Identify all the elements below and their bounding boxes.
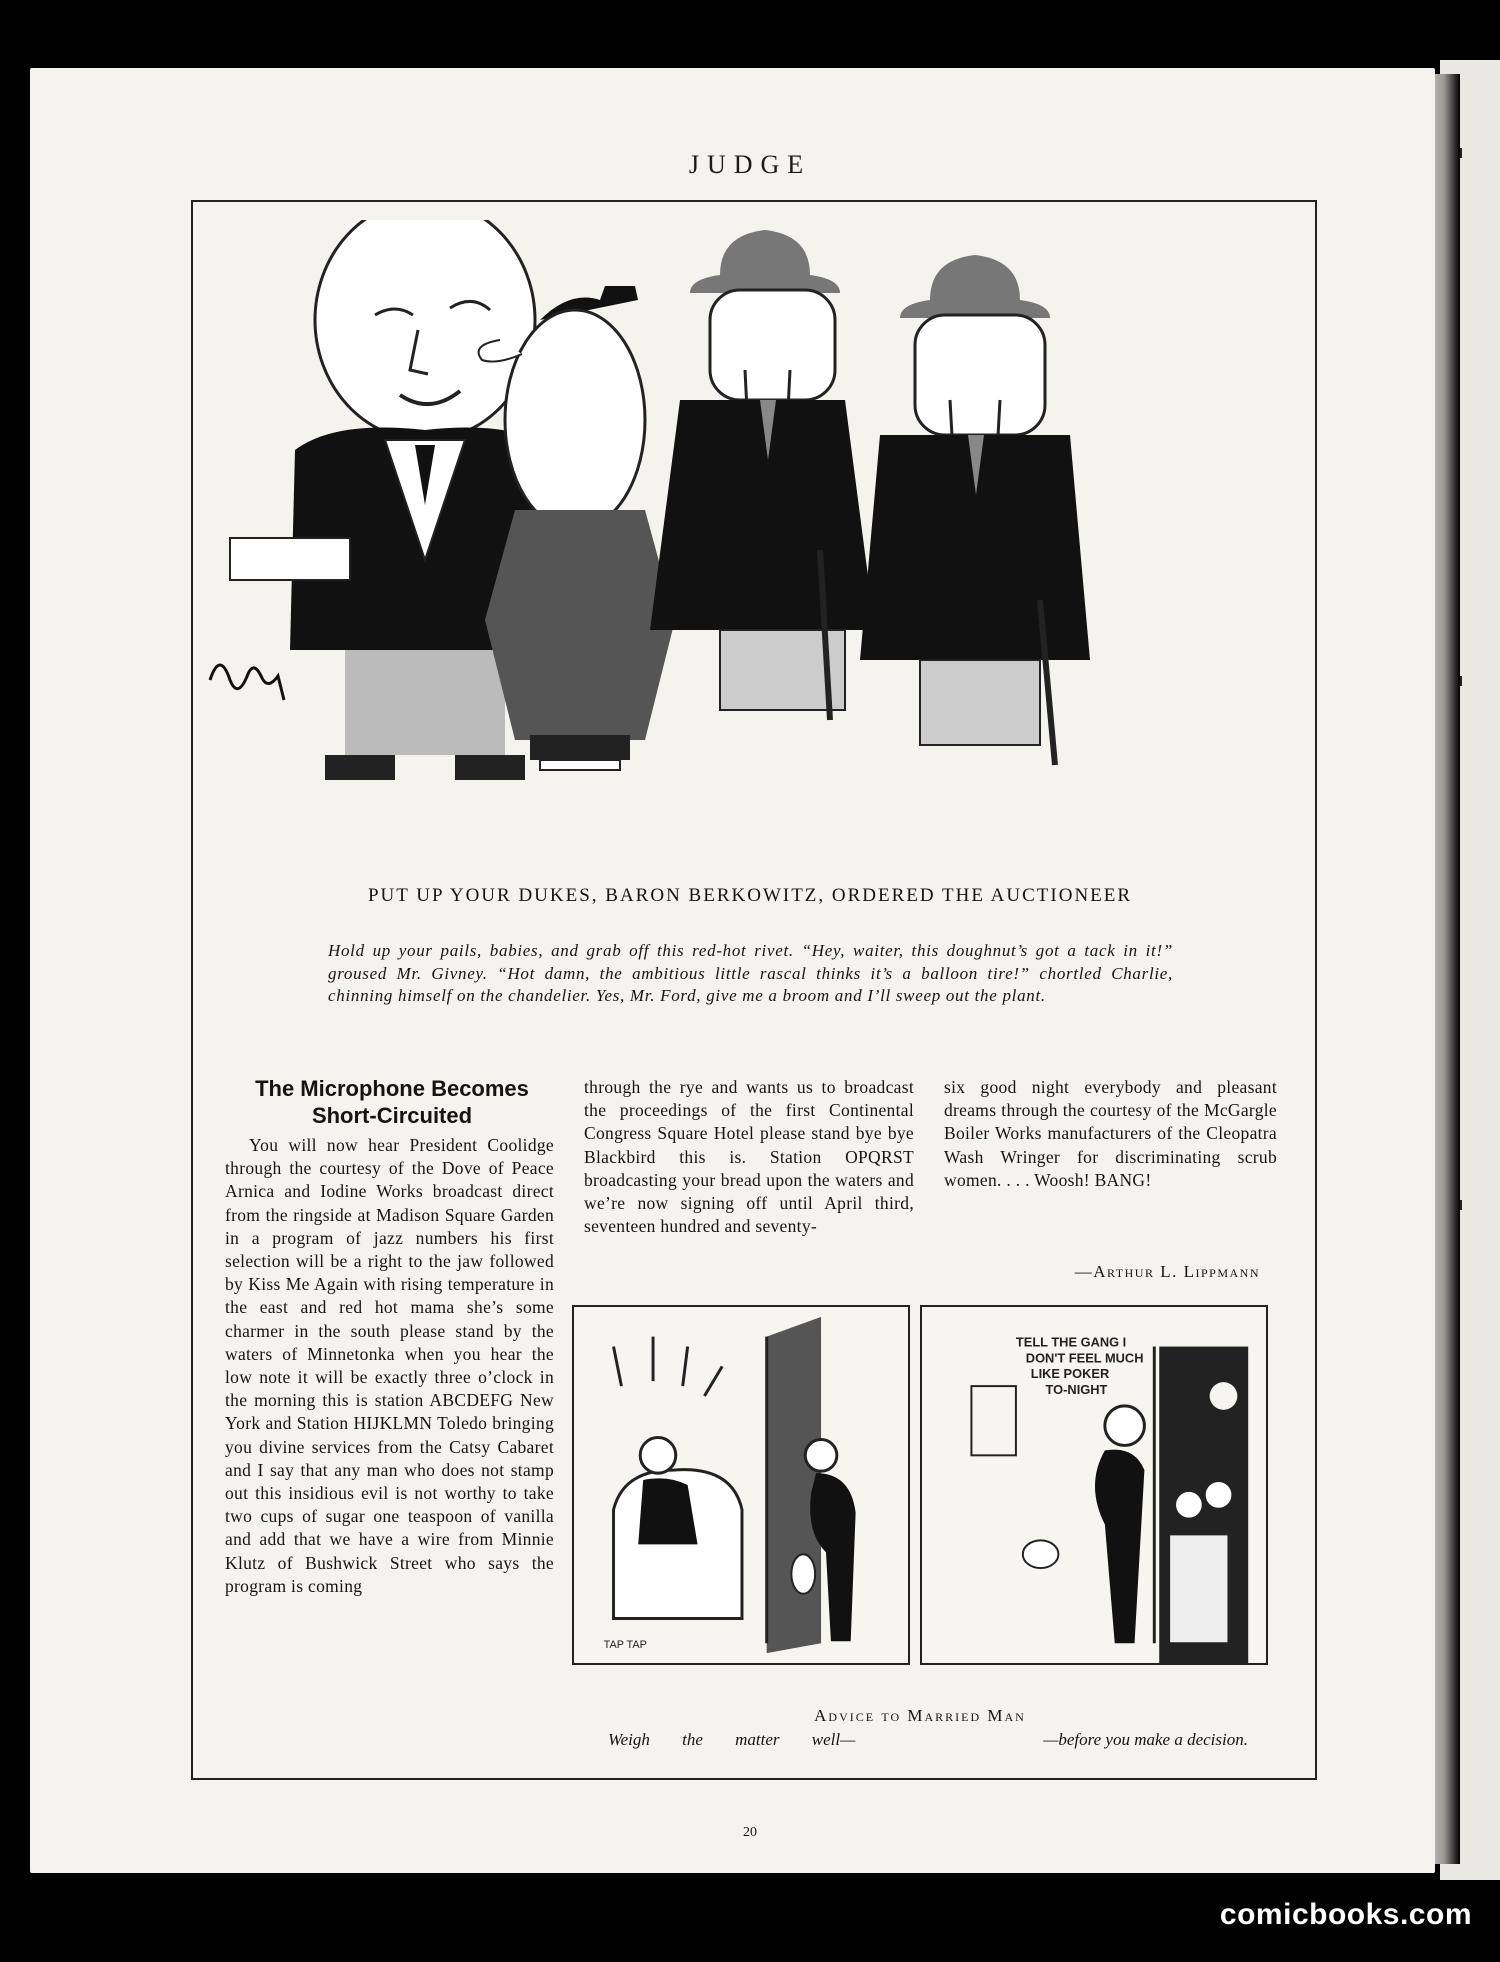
- article-column-2: through the rye and wants us to broadcast the proceedings of the first Continental Congress Square Hotel please stand bye bye Blackbird this is. Station OPQRST broadcasting your bread upon the waters and we’re now signing off until April third, seventeen hundred and seventy-: [584, 1077, 914, 1237]
- article-byline: —Arthur L. Lippmann: [1074, 1262, 1260, 1281]
- comic-panel-2: [920, 1305, 1268, 1665]
- comic-caption-right: —before you make a decision.: [1043, 1730, 1248, 1749]
- comic-caption-left: Weigh the matter well—: [608, 1730, 856, 1749]
- comic-title: Advice to Married Man: [814, 1706, 1026, 1725]
- svg-text:LIKE POKER: LIKE POKER: [1030, 1366, 1110, 1382]
- fedora-man-figure-2: [860, 255, 1090, 765]
- svg-text:DON'T FEEL MUCH: DON'T FEEL MUCH: [1025, 1350, 1144, 1366]
- svg-text:TO-NIGHT: TO-NIGHT: [1045, 1382, 1108, 1398]
- tap-tap-sfx: TAP TAP: [603, 1639, 647, 1652]
- article-title: The Microphone Becomes Short-Circuited: [255, 1076, 529, 1128]
- fedora-man-figure-1: [650, 230, 875, 720]
- article-column-3: six good night everybody and pleasant dreams through the courtesy of the McGargle Boiler Works manufacturers of the Cleopatra Wash Wringer for discriminating scrub women. . . . Woosh! BANG!: [944, 1077, 1277, 1190]
- caricature-illustration: [200, 220, 1310, 875]
- page-number: 20: [743, 1825, 757, 1840]
- artist-signature: [210, 665, 284, 700]
- speech-text: [1016, 1335, 1144, 1397]
- article-column-1: You will now hear President Coolidge through the courtesy of the Dove of Peace Arnica and Iodine Works broadcast direct from the ringside at Madison Square Garden in a program of jazz numbers his first selection will be a right to the jaw followed by Kiss Me Again with rising temperature in the east and red hot mama she’s some charmer in the south please stand by the waters of Minnetonka when you hear the low note it will be exactly three o’clock in the morning this is station ABCDEFG New York and Station HIJKLMN Toledo bringing you divine services from the Catsy Cabaret and I say that any man who does not stamp out this insidious evil is not worthy to take two cups of sugar one teaspoon of vanilla and add that we have a wire from Minnie Klutz of Bushwick Street who says the program is coming: [225, 1135, 554, 1596]
- cartoon-caption: Hold up your pails, babies, and grab off this red-hot rivet. “Hey, waiter, this doughnut’s got a tack in it!” groused Mr. Givney. “Hot damn, the ambitious little rascal thinks it’s a balloon tire!” chortled Charlie, chinning himself on the chandelier. Yes, Mr. Ford, give me a broom and I’ll sweep out the plant.: [328, 941, 1173, 1005]
- cartoon-title: PUT UP YOUR DUKES, BARON BERKOWITZ, ORDERED THE AUCTIONEER: [367, 885, 1133, 906]
- svg-text:TELL THE GANG I: TELL THE GANG I: [1015, 1334, 1127, 1350]
- watermark: comicbooks.com: [1219, 1898, 1472, 1931]
- masthead: JUDGE: [688, 150, 812, 179]
- comic-panel-1: [572, 1305, 910, 1665]
